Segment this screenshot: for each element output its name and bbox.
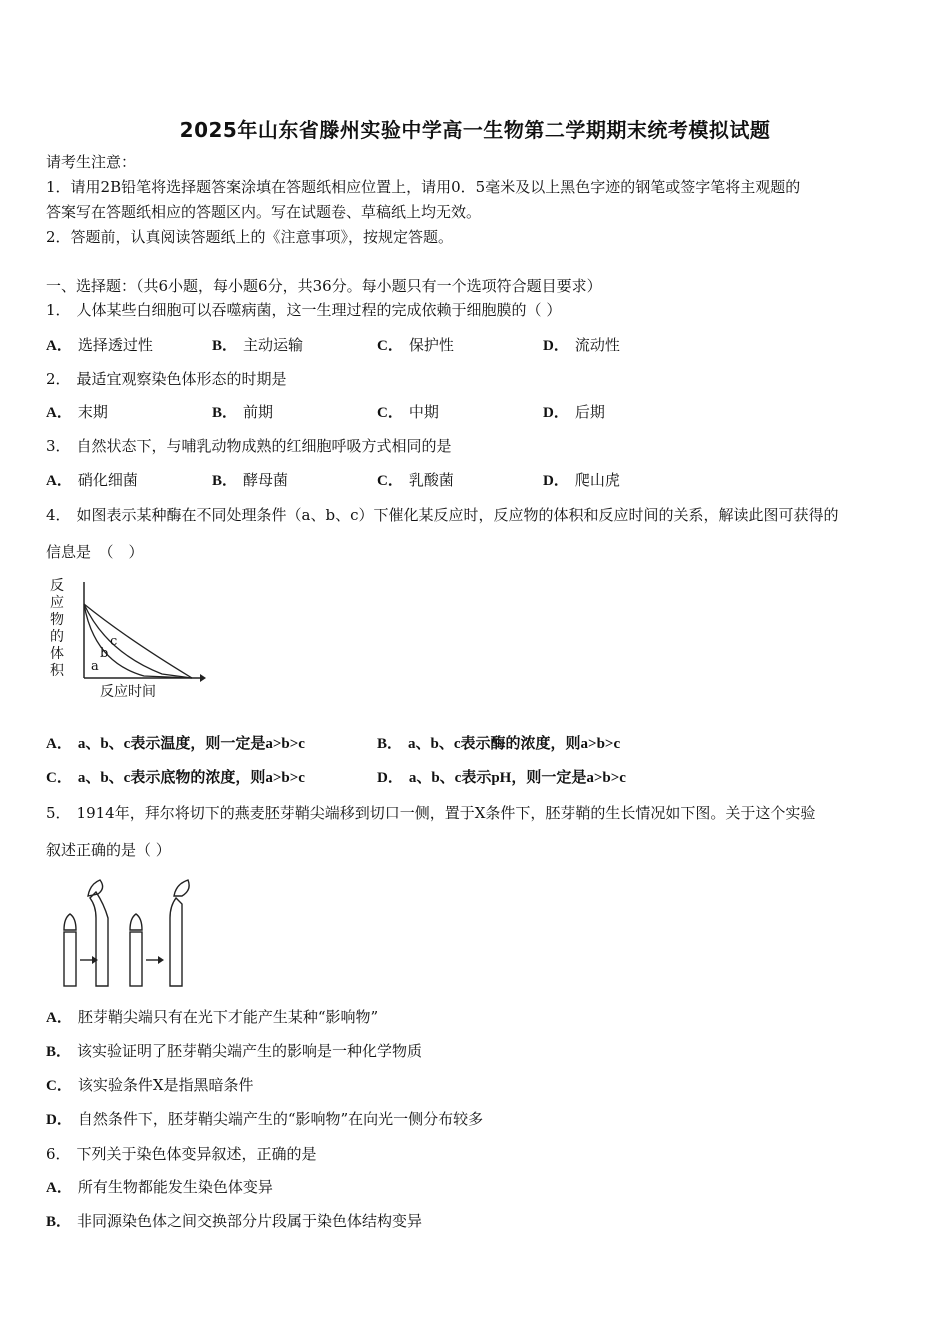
y-axis-label-char: 体 (50, 646, 64, 662)
question-stem: 最适宜观察染色体形态的时期是 (76, 370, 287, 388)
x-axis-arrow (200, 674, 206, 682)
question-5 (46, 803, 815, 823)
arrow-head-icon (92, 956, 98, 964)
curve-b (84, 604, 192, 678)
curve-label-b: b (100, 646, 109, 661)
q3-option-a[interactable]: A． 硝化细菌 (46, 471, 138, 489)
q2-option-d[interactable]: D． 后期 (543, 403, 605, 421)
q2-option-a[interactable]: A． 末期 (46, 403, 108, 421)
coleoptile-stump (64, 932, 76, 986)
question-number: 4． (46, 506, 71, 524)
coleoptile-tip-icon (174, 880, 189, 896)
y-axis-label-char: 物 (50, 612, 64, 628)
q3-option-d[interactable]: D． 爬山虎 (543, 471, 620, 489)
question-stem: 自然状态下，与哺乳动物成熟的红细胞呼吸方式相同的是 (76, 437, 452, 455)
notice-item-2: 2．答题前，认真阅读答题纸上的《注意事项》，按规定答题。 (46, 228, 454, 246)
q4-option-a[interactable]: A． a、b、c表示温度，则一定是a>b>c (46, 736, 305, 752)
bent-coleoptile (90, 892, 108, 986)
question-stem: 下列关于染色体变异叙述，正确的是 (76, 1145, 317, 1163)
curve-label-c: c (110, 634, 118, 649)
question-3 (46, 436, 452, 456)
q4-option-c[interactable]: C． a、b、c表示底物的浓度，则a>b>c (46, 770, 305, 786)
question-4-stem-cont: 信息是 （ ） (46, 543, 144, 561)
y-axis-label-char: 应 (50, 595, 64, 611)
curve-c (84, 604, 192, 678)
question-number: 6． (46, 1145, 71, 1163)
question-5-stem-cont: 叙述正确的是（ ） (46, 841, 171, 859)
y-axis-label-char: 的 (50, 629, 64, 645)
arrow-head-icon (158, 956, 164, 964)
q6-option-b[interactable]: B． 非同源染色体之间交换部分片段属于染色体结构变异 (46, 1212, 423, 1230)
q4-option-b[interactable]: B． a、b、c表示酶的浓度，则a>b>c (377, 736, 621, 752)
question-number: 3． (46, 437, 71, 455)
notice-item-1-cont: 答案写在答题纸相应的答题区内。写在试题卷、草稿纸上均无效。 (46, 203, 482, 221)
q3-option-c[interactable]: C． 乳酸菌 (377, 471, 454, 489)
section-heading: 一、选择题：（共6小题，每小题6分，共36分。每小题只有一个选项符合题目要求） (46, 277, 602, 295)
curve-a (84, 604, 192, 678)
notice-heading: 请考生注意： (46, 153, 137, 171)
curve-label-a: a (91, 659, 99, 674)
coleoptile-tip-icon (64, 914, 76, 930)
enzyme-reaction-figure (44, 572, 206, 702)
question-1 (46, 300, 561, 320)
question-number: 5． (46, 804, 71, 822)
q1-option-c[interactable]: C． 保护性 (377, 336, 454, 354)
question-stem: 1914年，拜尔将切下的燕麦胚芽鞘尖端移到切口一侧，置于X条件下，胚芽鞘的生长情况如下图。关于这个实验 (76, 804, 816, 822)
page-title: 2025年山东省滕州实验中学高一生物第二学期期末统考模拟试题 (179, 118, 771, 142)
question-stem: 人体某些白细胞可以吞噬病菌，这一生理过程的完成依赖于细胞膜的（ ） (76, 301, 562, 319)
question-4 (46, 505, 839, 525)
bent-coleoptile (170, 898, 182, 986)
question-number: 2． (46, 370, 71, 388)
q1-option-d[interactable]: D． 流动性 (543, 336, 620, 354)
q5-option-d[interactable]: D． 自然条件下，胚芽鞘尖端产生的“影响物”在向光一侧分布较多 (46, 1110, 484, 1128)
q1-option-a[interactable]: A． 选择透过性 (46, 336, 153, 354)
notice-item-1: 1．请用2B铅笔将选择题答案涂填在答题纸相应位置上，请用0．5毫米及以上黑色字迹的钢笔或签字笔将主观题的 (46, 178, 801, 196)
question-2 (46, 369, 287, 389)
question-number: 1． (46, 301, 71, 319)
x-axis-label: 反应时间 (100, 684, 156, 700)
q2-option-c[interactable]: C． 中期 (377, 403, 439, 421)
q6-option-a[interactable]: A． 所有生物都能发生染色体变异 (46, 1178, 273, 1196)
y-axis-label-char: 积 (50, 663, 64, 679)
q1-option-b[interactable]: B． 主动运输 (212, 336, 304, 354)
question-6 (46, 1144, 317, 1164)
coleoptile-figure (52, 874, 204, 990)
question-stem: 如图表示某种酶在不同处理条件（a、b、c）下催化某反应时，反应物的体积和反应时间的关系，解读此图可获得的 (76, 506, 839, 524)
q5-option-c[interactable]: C． 该实验条件X是指黑暗条件 (46, 1076, 254, 1094)
y-axis-label-char: 反 (50, 578, 64, 594)
coleoptile-stump (130, 932, 142, 986)
coleoptile-tip-icon (130, 914, 142, 930)
q4-option-d[interactable]: D． a、b、c表示pH，则一定是a>b>c (377, 770, 626, 786)
q3-option-b[interactable]: B． 酵母菌 (212, 471, 289, 489)
q5-option-b[interactable]: B． 该实验证明了胚芽鞘尖端产生的影响是一种化学物质 (46, 1042, 423, 1060)
q5-option-a[interactable]: A． 胚芽鞘尖端只有在光下才能产生某种“影响物” (46, 1008, 379, 1026)
q2-option-b[interactable]: B． 前期 (212, 403, 274, 421)
